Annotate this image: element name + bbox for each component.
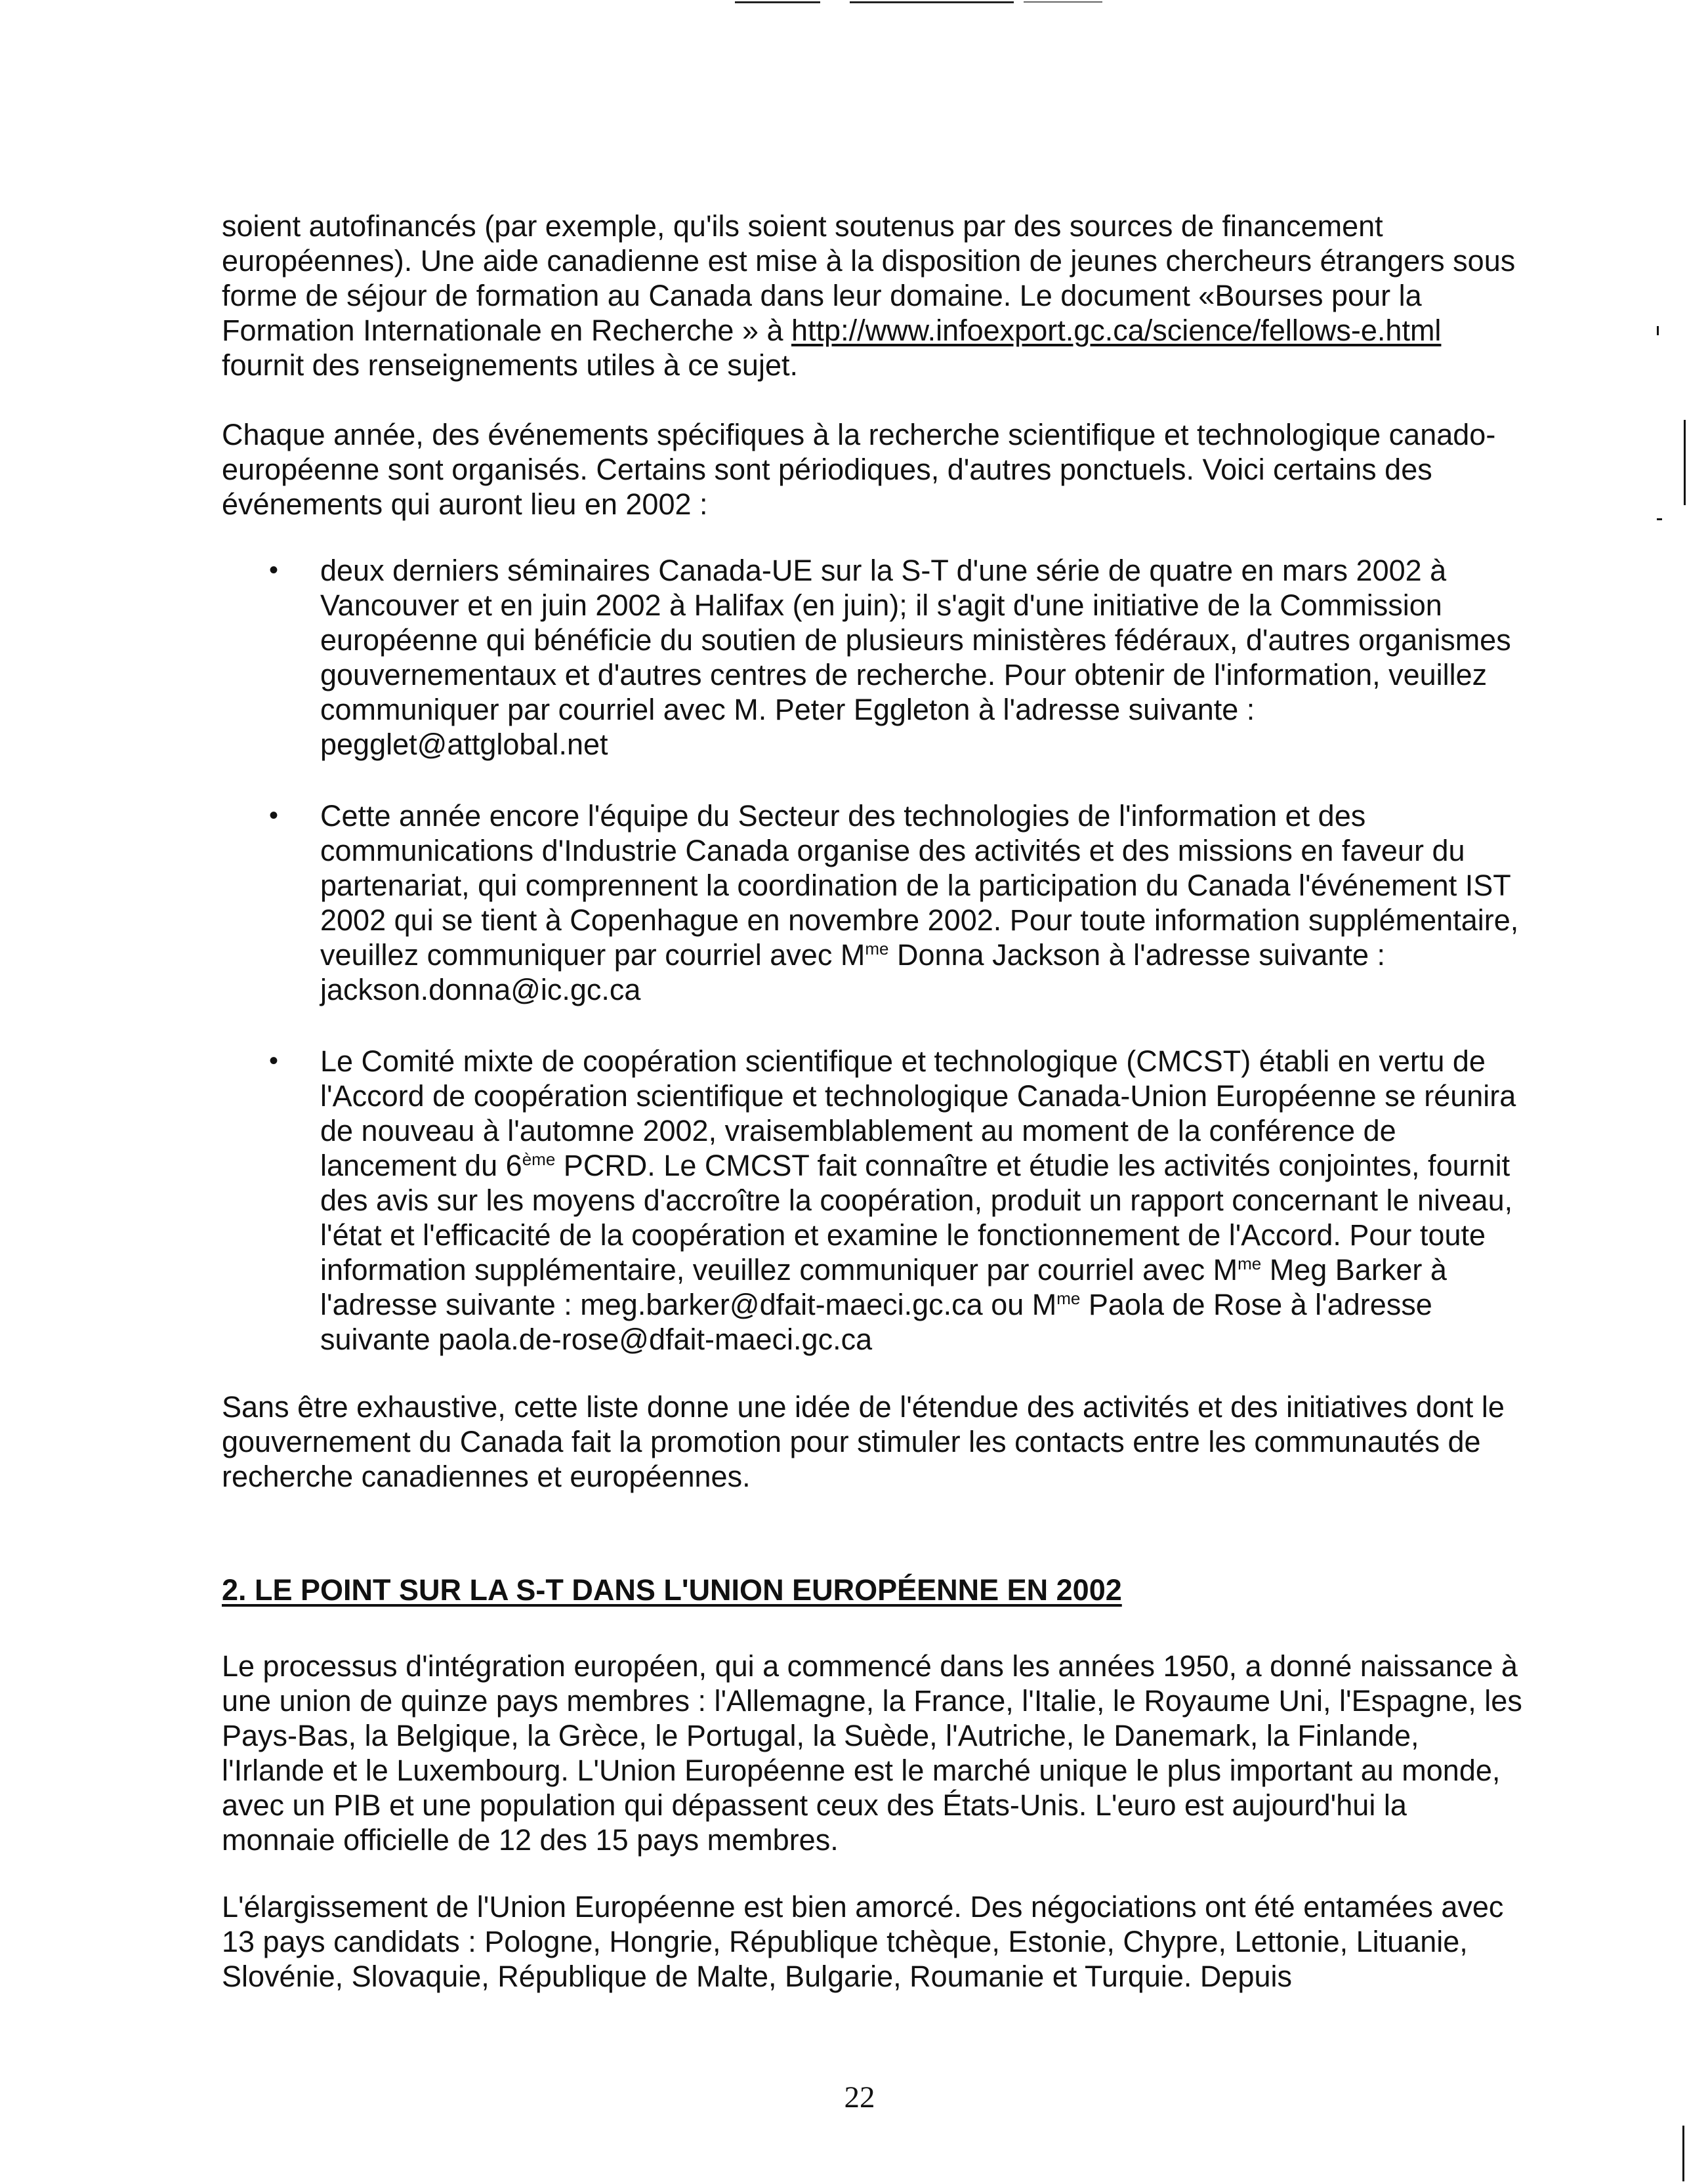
scan-edge-mark <box>1682 2126 1684 2181</box>
superscript: ème <box>522 1149 556 1169</box>
scan-speck <box>1657 326 1659 335</box>
page-number: 22 <box>844 2080 875 2114</box>
bullet-icon: • <box>269 801 279 830</box>
list-item <box>222 553 1534 762</box>
list-item-text: deux derniers séminaires Canada-UE sur la S-T d'une série de quatre en mars 2002 à Vancouver et en juin 2002 à Halifax (en juin); il s'agit d'une initiative de la Commission européenne qui bénéficie du soutien de plusieurs ministères fédéraux, d'autres organismes gouvernementaux et d'autres centres de recherche. Pour obtenir de l'information, veuillez communiquer par courriel avec M. Peter Eggleton à l'adresse suivante : pegglet@attglobal.net <box>320 554 1511 761</box>
bullet-icon: • <box>269 1046 279 1075</box>
paragraph-4: Le processus d'intégration européen, qui a commencé dans les années 1950, a donné naissance à une union de quinze pays membres : l'Allemagne, la France, l'Italie, le Royaume Uni, l'Espagne, les Pays-Bas, la Belgique, la Grèce, le Portugal, la Suède, l'Autriche, le Danemark, la Finlande, l'Irlande et le Luxembourg. L'Union Européenne est le marché unique le plus important au monde, avec un PIB et une population qui dépassent ceux des États-Unis. L'euro est aujourd'hui la monnaie officielle de 12 des 15 pays membres. <box>222 1649 1522 1857</box>
scan-edge-mark <box>1684 420 1686 505</box>
paragraph-1 <box>222 209 1528 382</box>
paragraph-1-text-end: fournit des renseignements utiles à ce sujet. <box>222 348 798 382</box>
list-item-text: Le Comité mixte de coopération scientifique et technologique (CMCST) établi en vertu de l'Accord de coopération scientifique et technologique Canada-Union Européenne se réunira de nouveau à l'automne 2002, vraisemblablement au moment de la conférence de lancement du 6 <box>320 1044 1516 1182</box>
section-heading: 2. LE POINT SUR LA S-T DANS L'UNION EUROPÉENNE EN 2002 <box>222 1573 1122 1607</box>
list-item-text: Meg Barker à l'adresse suivante : meg.barker@dfait-maeci.gc.ca ou M <box>320 1253 1447 1321</box>
list-item <box>222 798 1534 1007</box>
bullet-icon: • <box>269 556 279 585</box>
superscript: me <box>1238 1254 1262 1273</box>
scan-artifact-line <box>850 1 1014 3</box>
events-list <box>222 553 1534 1357</box>
fellowships-link[interactable]: http://www.infoexport.gc.ca/science/fellows-e.html <box>791 314 1442 347</box>
list-item <box>222 1044 1534 1357</box>
list-item-text: PCRD. Le CMCST fait connaître et étudie les activités conjointes, fournit des avis sur les moyens d'accroître la coopération, produit un rapport concernant le niveau, l'état et l'efficacité de la coopération et examine le fonctionnement de l'Accord. Pour toute information supplémentaire, veuillez communiquer par courriel avec M <box>320 1149 1513 1287</box>
list-item-text: Cette année encore l'équipe du Secteur des technologies de l'information et des communications d'Industrie Canada organise des activités et des missions en faveur du partenariat, qui comprennent la coordination de la participation du Canada l'événement IST 2002 qui se tient à Copenhague en novembre 2002. Pour toute information supplémentaire, veuillez communiquer par courriel avec M <box>320 799 1519 972</box>
superscript: me <box>865 939 889 958</box>
list-item-text: Donna Jackson à l'adresse suivante : jackson.donna@ic.gc.ca <box>320 938 1385 1006</box>
list-item-text: Paola de Rose à l'adresse suivante paola.de-rose@dfait-maeci.gc.ca <box>320 1288 1432 1356</box>
scan-speck <box>1657 518 1662 520</box>
scan-artifact-line <box>1024 1 1102 3</box>
paragraph-3: Sans être exhaustive, cette liste donne une idée de l'étendue des activités et des initiatives dont le gouvernement du Canada fait la promotion pour stimuler les contacts entre les communautés de recherche canadiennes et européennes. <box>222 1390 1505 1493</box>
superscript: me <box>1056 1288 1081 1308</box>
paragraph-5: L'élargissement de l'Union Européenne est bien amorcé. Des négociations ont été entamées avec 13 pays candidats : Pologne, Hongrie, République tchèque, Estonie, Chypre, Lettonie, Lituanie, Slovénie, Slovaquie, République de Malte, Bulgarie, Roumanie et Turquie. Depuis <box>222 1890 1504 1993</box>
scan-artifact-line <box>735 1 820 3</box>
paragraph-2: Chaque année, des événements spécifiques à la recherche scientifique et technologique canado-européenne sont organisés. Certains sont périodiques, d'autres ponctuels. Voici certains des événements qui auront lieu en 2002 : <box>222 418 1496 521</box>
paragraph-1-text: soient autofinancés (par exemple, qu'ils soient soutenus par des sources de financement européennes). Une aide canadienne est mise à la disposition de jeunes chercheurs étrangers sous forme de séjour de formation au Canada dans leur domaine. Le document «Bourses pour la Formation Internationale en Recherche » à <box>222 209 1516 347</box>
